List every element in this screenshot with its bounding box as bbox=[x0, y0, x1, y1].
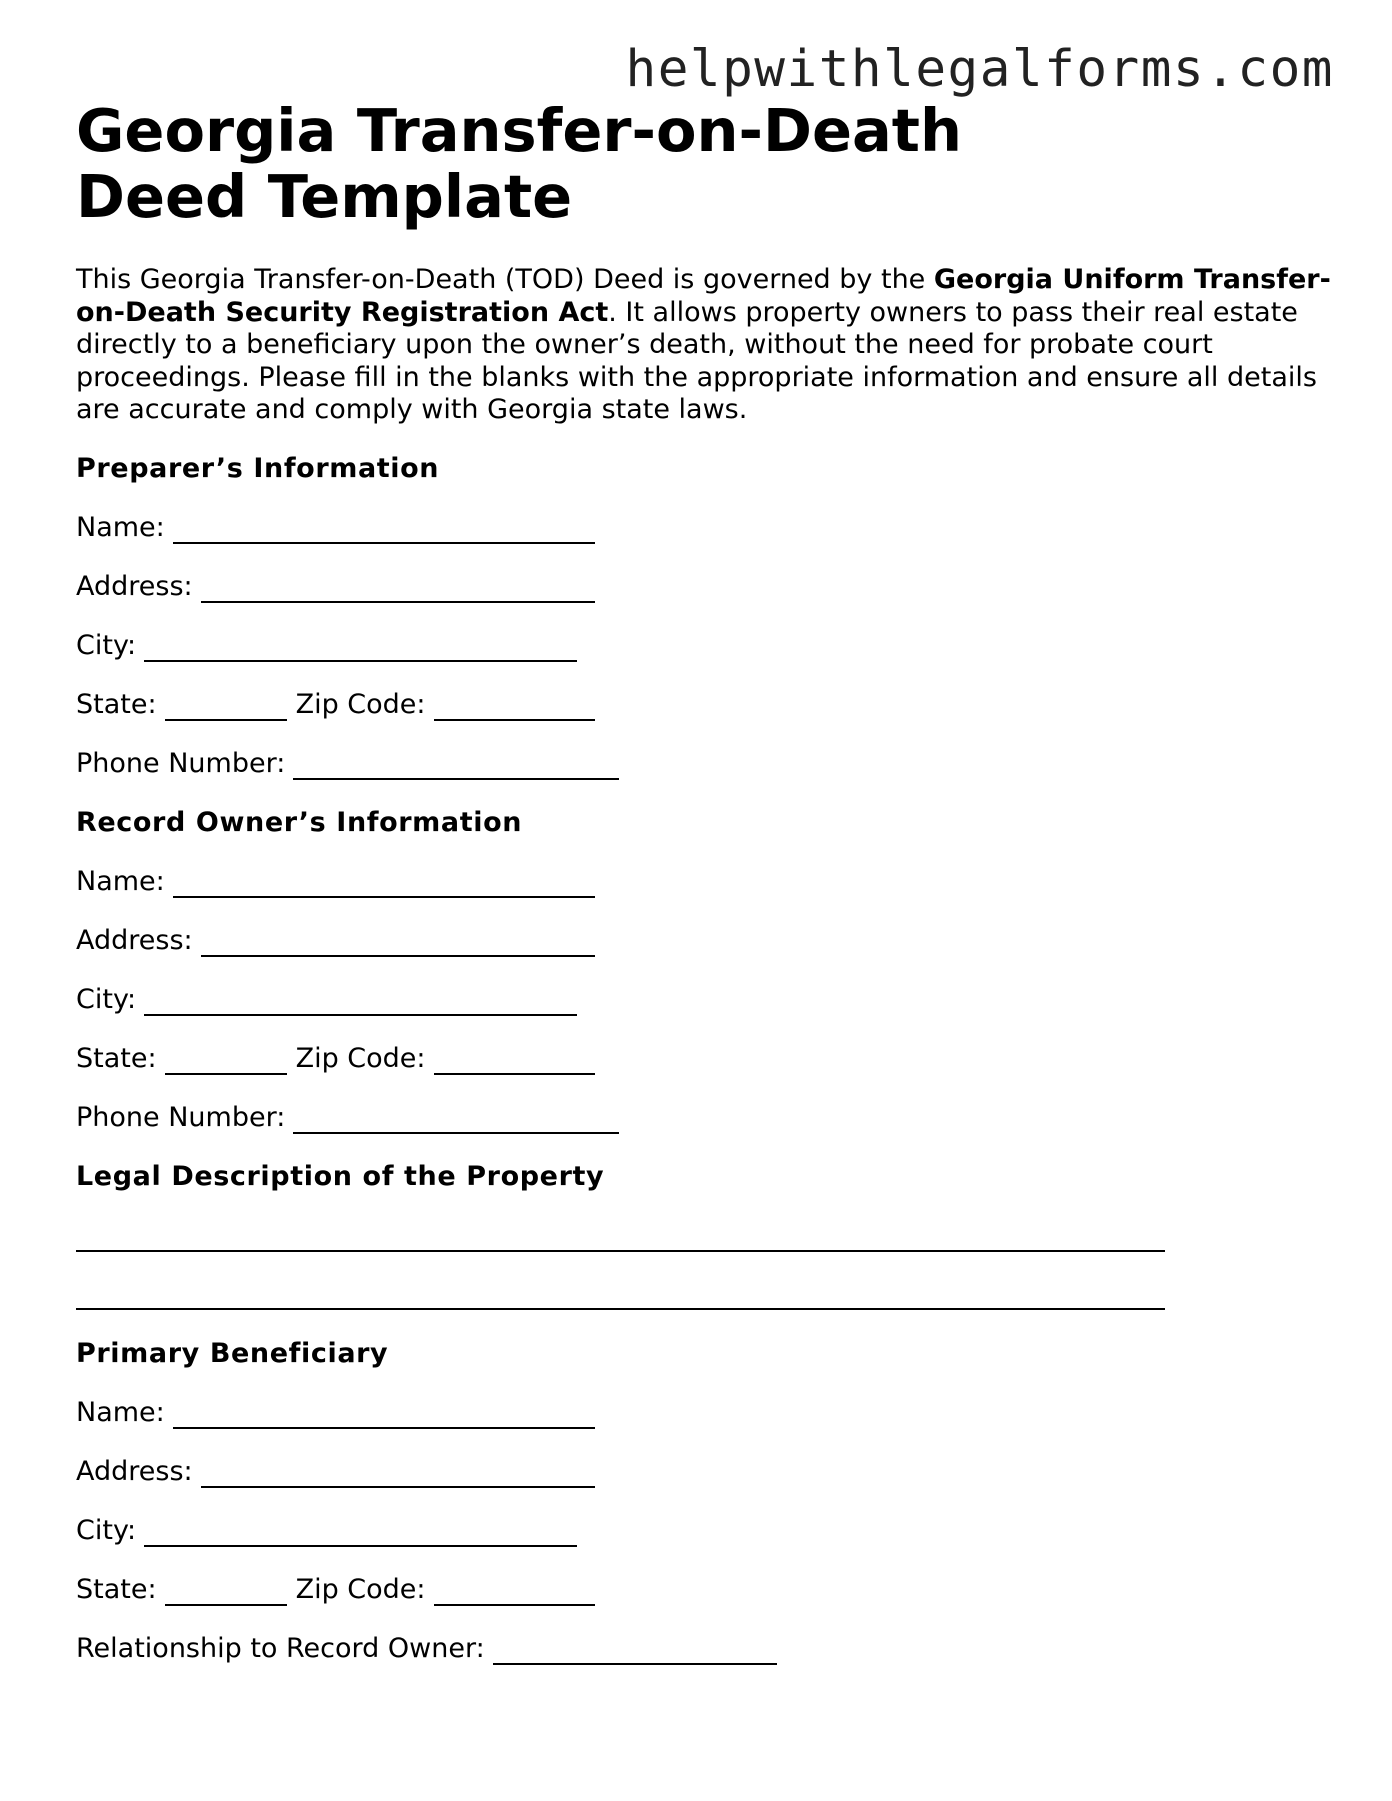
beneficiary-name-label: Name: bbox=[76, 1397, 165, 1428]
preparer-zip-blank[interactable] bbox=[434, 693, 595, 721]
property-description-line-2[interactable] bbox=[76, 1308, 1165, 1310]
beneficiary-relationship-blank[interactable] bbox=[493, 1637, 777, 1665]
beneficiary-city-blank[interactable] bbox=[144, 1519, 577, 1547]
beneficiary-zip-blank[interactable] bbox=[434, 1578, 595, 1606]
preparer-address-field[interactable] bbox=[76, 571, 595, 603]
preparer-phone-blank[interactable] bbox=[293, 752, 619, 780]
property-heading: Legal Description of the Property bbox=[76, 1161, 605, 1192]
owner-address-label: Address: bbox=[76, 925, 193, 956]
beneficiary-city-label: City: bbox=[76, 1515, 137, 1546]
owner-name-label: Name: bbox=[76, 866, 165, 897]
beneficiary-relationship-field[interactable] bbox=[76, 1633, 777, 1665]
intro-text-start: This Georgia Transfer-on-Death (TOD) Deed is governed by the bbox=[76, 264, 934, 295]
beneficiary-state-blank[interactable] bbox=[165, 1578, 287, 1606]
preparer-state-blank[interactable] bbox=[165, 693, 287, 721]
preparer-zip-label: Zip Code: bbox=[295, 689, 426, 720]
beneficiary-address-label: Address: bbox=[76, 1456, 193, 1487]
preparer-city-label: City: bbox=[76, 630, 137, 661]
intro-paragraph bbox=[76, 264, 1336, 427]
owner-city-field[interactable] bbox=[76, 984, 577, 1016]
owner-phone-label: Phone Number: bbox=[76, 1102, 286, 1133]
owner-zip-label: Zip Code: bbox=[295, 1043, 426, 1074]
beneficiary-zip-label: Zip Code: bbox=[295, 1574, 426, 1605]
owner-state-label: State: bbox=[76, 1043, 157, 1074]
beneficiary-relationship-label: Relationship to Record Owner: bbox=[76, 1633, 485, 1664]
owner-address-blank[interactable] bbox=[201, 929, 595, 957]
preparer-city-blank[interactable] bbox=[144, 634, 577, 662]
intro-text-end: . It allows property owners to pass their real estate directly to a beneficiary upon the owner’s death, without the need for probate court proceedings. Please fill in the blanks with the appropriate information and ensure all details are accurate and comply with Georgia state laws. bbox=[76, 296, 1317, 425]
owner-phone-blank[interactable] bbox=[293, 1106, 619, 1134]
owner-heading: Record Owner’s Information bbox=[76, 807, 523, 838]
owner-address-field[interactable] bbox=[76, 925, 595, 957]
beneficiary-address-blank[interactable] bbox=[201, 1460, 595, 1488]
owner-state-zip-field[interactable] bbox=[76, 1043, 595, 1075]
preparer-city-field[interactable] bbox=[76, 630, 577, 662]
preparer-phone-field[interactable] bbox=[76, 748, 619, 780]
beneficiary-name-blank[interactable] bbox=[173, 1401, 595, 1429]
preparer-address-blank[interactable] bbox=[201, 575, 595, 603]
preparer-name-blank[interactable] bbox=[173, 516, 595, 544]
preparer-name-label: Name: bbox=[76, 512, 165, 543]
beneficiary-heading: Primary Beneficiary bbox=[76, 1338, 389, 1369]
owner-name-blank[interactable] bbox=[173, 870, 595, 898]
beneficiary-state-zip-field[interactable] bbox=[76, 1574, 595, 1606]
owner-city-blank[interactable] bbox=[144, 988, 577, 1016]
owner-city-label: City: bbox=[76, 984, 137, 1015]
owner-zip-blank[interactable] bbox=[434, 1047, 595, 1075]
site-watermark: helpwithlegalforms.com bbox=[625, 40, 1334, 99]
preparer-address-label: Address: bbox=[76, 571, 193, 602]
preparer-heading: Preparer’s Information bbox=[76, 453, 440, 484]
beneficiary-state-label: State: bbox=[76, 1574, 157, 1605]
owner-name-field[interactable] bbox=[76, 866, 595, 898]
beneficiary-name-field[interactable] bbox=[76, 1397, 595, 1429]
preparer-state-label: State: bbox=[76, 689, 157, 720]
preparer-name-field[interactable] bbox=[76, 512, 595, 544]
intro-act-name: Georgia Uniform Transfer-on-Death Security Registration Act bbox=[76, 264, 1331, 328]
owner-state-blank[interactable] bbox=[165, 1047, 287, 1075]
beneficiary-city-field[interactable] bbox=[76, 1515, 577, 1547]
property-description-line-1[interactable] bbox=[76, 1250, 1165, 1252]
page-title: Georgia Transfer-on-Death Deed Template bbox=[76, 96, 962, 231]
preparer-phone-label: Phone Number: bbox=[76, 748, 286, 779]
owner-phone-field[interactable] bbox=[76, 1102, 619, 1134]
beneficiary-address-field[interactable] bbox=[76, 1456, 595, 1488]
preparer-state-zip-field[interactable] bbox=[76, 689, 595, 721]
